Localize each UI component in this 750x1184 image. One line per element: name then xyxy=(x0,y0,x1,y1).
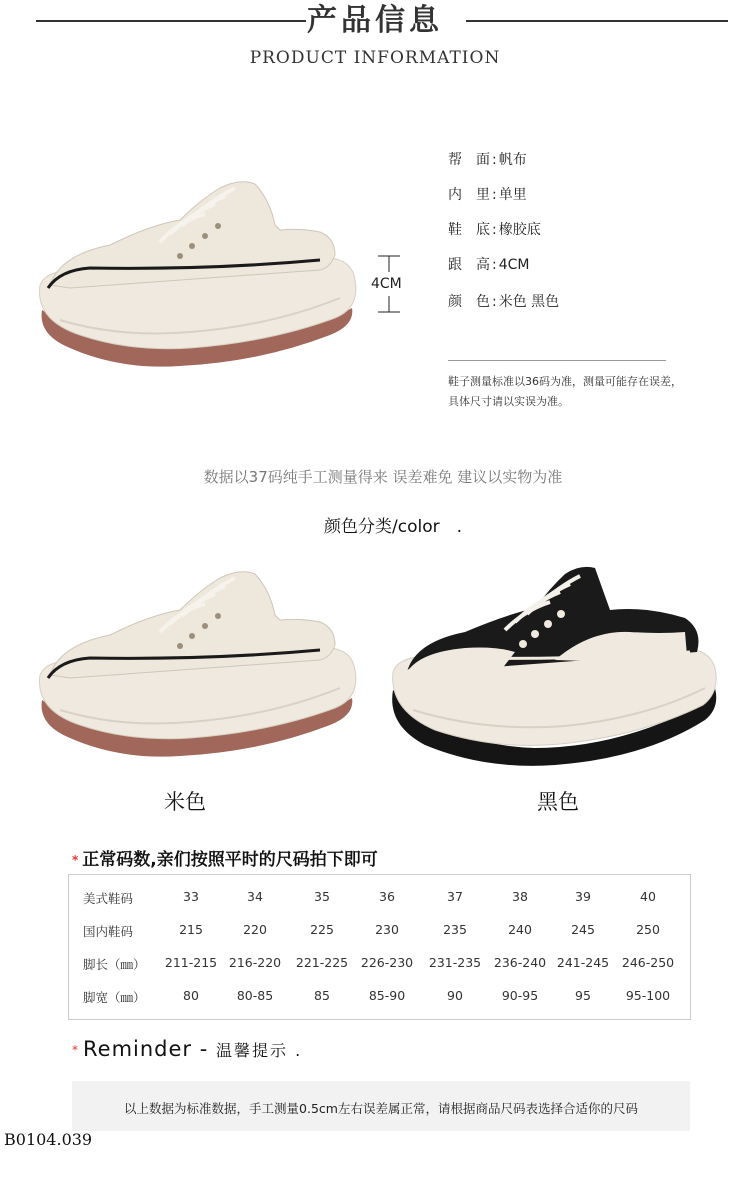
table-cell: 95-100 xyxy=(625,988,671,1003)
table-cell: 220 xyxy=(243,922,267,937)
table-cell: 246-250 xyxy=(621,955,675,970)
shoe-image-main xyxy=(30,170,370,380)
shoe-image-beige xyxy=(30,560,370,770)
reminder-text: 以上数据为标准数据，手工测量0.5cm左右误差属正常，请根据商品尺码表选择合适你的尺码 xyxy=(124,1101,638,1116)
color-section-title: 颜色分类/color . xyxy=(324,517,462,537)
reminder-title-cn: 温馨提示 . xyxy=(215,1041,303,1060)
size-section-text: 正常码数,亲们按照平时的尺码拍下即可 xyxy=(82,850,378,870)
spec-key: 内 里 xyxy=(448,187,490,203)
table-cell: 226-230 xyxy=(360,955,414,970)
spec-value: 4CM xyxy=(498,257,530,273)
reminder-box xyxy=(72,1081,690,1131)
spec-key: 鞋 底 xyxy=(448,222,490,238)
spec-row-lining: 内 里 : 单里 xyxy=(448,184,527,204)
measure-disclaimer: 数据以37码纯手工测量得来 误差难免 建议以实物为准 xyxy=(203,468,563,486)
row-label: 脚长（㎜） xyxy=(83,957,146,972)
color-label-beige: 米色 xyxy=(164,790,206,814)
spec-row-upper: 帮 面 : 帆布 xyxy=(448,149,527,169)
table-cell: 35 xyxy=(314,889,330,904)
table-row xyxy=(69,980,690,1013)
row-label: 美式鞋码 xyxy=(83,891,134,906)
row-label: 脚宽（㎜） xyxy=(83,990,146,1005)
spec-row-sole: 鞋 底 : 橡胶底 xyxy=(448,219,541,239)
spec-key: 跟 高 xyxy=(448,257,490,273)
table-cell: 230 xyxy=(375,922,399,937)
size-section-title xyxy=(72,845,378,870)
spec-key: 颜 色 xyxy=(448,294,490,310)
note-line-2: 具体尺寸请以实误为准。 xyxy=(448,395,569,408)
table-cell: 80 xyxy=(183,988,199,1003)
asterisk-icon: * xyxy=(72,853,79,867)
reminder-title-en: Reminder - xyxy=(83,1037,216,1061)
table-cell: 215 xyxy=(179,922,203,937)
note-line-1: 鞋子测量标准以36码为准，测量可能存在误差， xyxy=(448,375,682,388)
table-row xyxy=(69,914,690,947)
note-divider xyxy=(448,360,666,361)
spec-value: 帆布 xyxy=(498,152,527,168)
table-cell: 95 xyxy=(575,988,591,1003)
table-cell: 36 xyxy=(379,889,395,904)
spec-row-color: 颜 色 : 米色 黑色 xyxy=(448,291,559,311)
table-cell: 236-240 xyxy=(493,955,547,970)
spec-value: 橡胶底 xyxy=(498,222,541,238)
spec-key: 帮 面 xyxy=(448,152,490,168)
page-title: 产品信息 xyxy=(307,3,443,38)
size-table xyxy=(68,874,691,1020)
table-cell: 216-220 xyxy=(228,955,282,970)
table-cell: 211-215 xyxy=(164,955,218,970)
table-cell: 38 xyxy=(512,889,528,904)
heel-height-label: 4CM xyxy=(371,276,402,292)
asterisk-icon: * xyxy=(72,1043,79,1057)
table-row xyxy=(69,947,690,980)
table-row xyxy=(69,881,690,914)
table-cell: 235 xyxy=(443,922,467,937)
spec-row-heel: 跟 高 : 4CM xyxy=(448,254,529,274)
table-cell: 241-245 xyxy=(556,955,610,970)
table-cell: 231-235 xyxy=(428,955,482,970)
spec-value: 米色 黑色 xyxy=(498,294,560,310)
reminder-title xyxy=(72,1037,302,1061)
color-label-black: 黑色 xyxy=(537,790,579,814)
table-cell: 90-95 xyxy=(501,988,539,1003)
table-cell: 39 xyxy=(575,889,591,904)
table-cell: 33 xyxy=(183,889,199,904)
measurement-note xyxy=(448,372,708,412)
row-label: 国内鞋码 xyxy=(83,924,134,939)
table-cell: 34 xyxy=(247,889,263,904)
table-cell: 245 xyxy=(571,922,595,937)
table-cell: 250 xyxy=(636,922,660,937)
shoe-image-black xyxy=(385,560,725,775)
spec-value: 单里 xyxy=(498,187,527,203)
table-cell: 90 xyxy=(447,988,463,1003)
table-cell: 221-225 xyxy=(295,955,349,970)
table-cell: 85 xyxy=(314,988,330,1003)
product-code: B0104.039 xyxy=(4,1130,93,1149)
page-subtitle: PRODUCT INFORMATION xyxy=(249,48,501,68)
table-cell: 80-85 xyxy=(236,988,274,1003)
table-cell: 40 xyxy=(640,889,656,904)
table-cell: 37 xyxy=(447,889,463,904)
table-cell: 225 xyxy=(310,922,334,937)
table-cell: 85-90 xyxy=(368,988,406,1003)
table-cell: 240 xyxy=(508,922,532,937)
